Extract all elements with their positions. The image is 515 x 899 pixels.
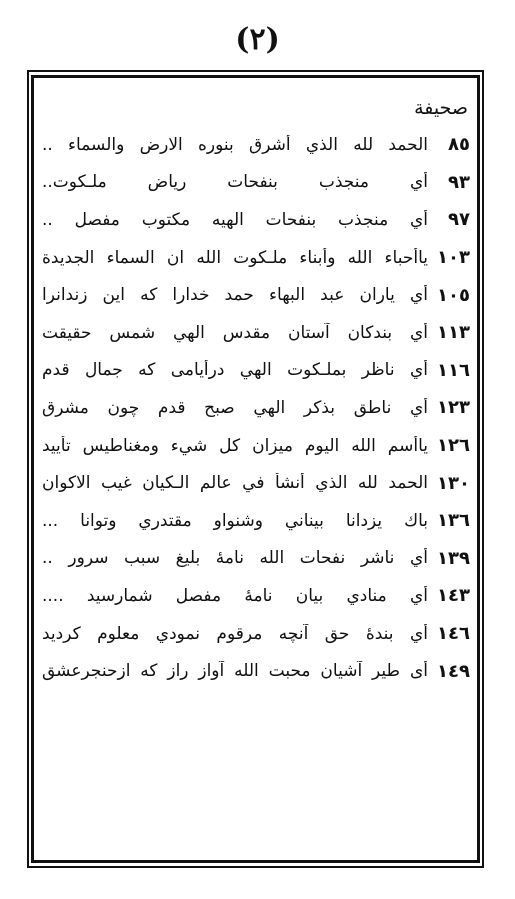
entry-page-number: ١١٦ <box>437 359 470 381</box>
entry-page-number: ١٣٦ <box>437 510 470 532</box>
entry-page-number: ١٢٦ <box>437 435 470 457</box>
list-item <box>42 164 470 202</box>
entry-title: أي ياران عبد البهاء حمد خدارا كه اين زندانرا <box>42 285 428 306</box>
entry-title: الحمد لله الذي أنشأ في عالم الـكيان غيب الاكوان <box>42 473 428 494</box>
list-item <box>42 427 470 465</box>
list-item <box>42 201 470 239</box>
entry-title: أي بندهٔ حق آنچه مرقوم نمودي معلوم كرديد <box>42 623 428 644</box>
entry-page-number: ١٣٠ <box>437 472 470 494</box>
entry-page-number: ١٤٣ <box>437 585 470 607</box>
entry-page-number: ١٠٥ <box>437 284 470 306</box>
list-item <box>42 239 470 277</box>
entry-page-number: ١٠٣ <box>437 247 470 269</box>
entry-title: أي ناظر بملـكوت الهي درأيامى كه جمال قدم <box>42 360 428 381</box>
list-item <box>42 389 470 427</box>
list-item <box>42 464 470 502</box>
entry-page-number: ٩٣ <box>448 171 470 193</box>
entry-title: باك يزدانا بيناني وشنواو مقتدري وتوانا ... <box>42 510 428 531</box>
entry-page-number: ٨٥ <box>448 134 470 156</box>
entry-title: أي بندكان آستان مقدس الهي شمس حقيقت <box>42 322 428 343</box>
entry-page-number: ١١٣ <box>437 322 470 344</box>
list-item <box>42 276 470 314</box>
entry-title: أي ناطق بذكر الهي صبح قدم چون مشرق <box>42 397 428 418</box>
page-column-header: صحيفة <box>414 97 468 119</box>
entry-page-number: ١٢٣ <box>437 397 470 419</box>
entry-page-number: ١٣٩ <box>437 547 470 569</box>
table-of-contents <box>42 90 470 690</box>
entry-page-number: ١٤٦ <box>437 623 470 645</box>
entry-title: الحمد لله الذي أشرق بنوره الارض والسماء .. <box>42 134 428 155</box>
list-item <box>42 502 470 540</box>
list-item <box>42 314 470 352</box>
entry-title: أي منجذب بنفحات رياض ملـكوت.. <box>42 172 428 193</box>
list-item <box>42 577 470 615</box>
contents-list <box>42 126 470 690</box>
list-item <box>42 126 470 164</box>
entry-title: أي منادي بيان نامهٔ مفصل شمارسيد .... <box>42 585 428 606</box>
entry-title: أى طير آشيان محبت الله آواز راز كه ازحنجرعشق <box>42 661 428 682</box>
entry-page-number: ٩٧ <box>448 209 470 231</box>
list-item <box>42 352 470 390</box>
page-number: (٢) <box>235 22 280 57</box>
entry-title: أي ناشر نفحات الله نامهٔ بليغ سبب سرور .. <box>42 548 428 569</box>
entry-title: أي منجذب بنفحات الهيه مكتوب مفصل .. <box>42 209 428 230</box>
list-item <box>42 652 470 690</box>
entry-title: ياأسم الله اليوم ميزان كل شيء ومغناطيس تأييد <box>42 435 428 456</box>
entry-title: ياأحباء الله وأبناء ملـكوت الله ان السماء الجديدة <box>42 247 428 268</box>
list-item <box>42 540 470 578</box>
entry-page-number: ١٤٩ <box>437 660 470 682</box>
list-item <box>42 615 470 653</box>
